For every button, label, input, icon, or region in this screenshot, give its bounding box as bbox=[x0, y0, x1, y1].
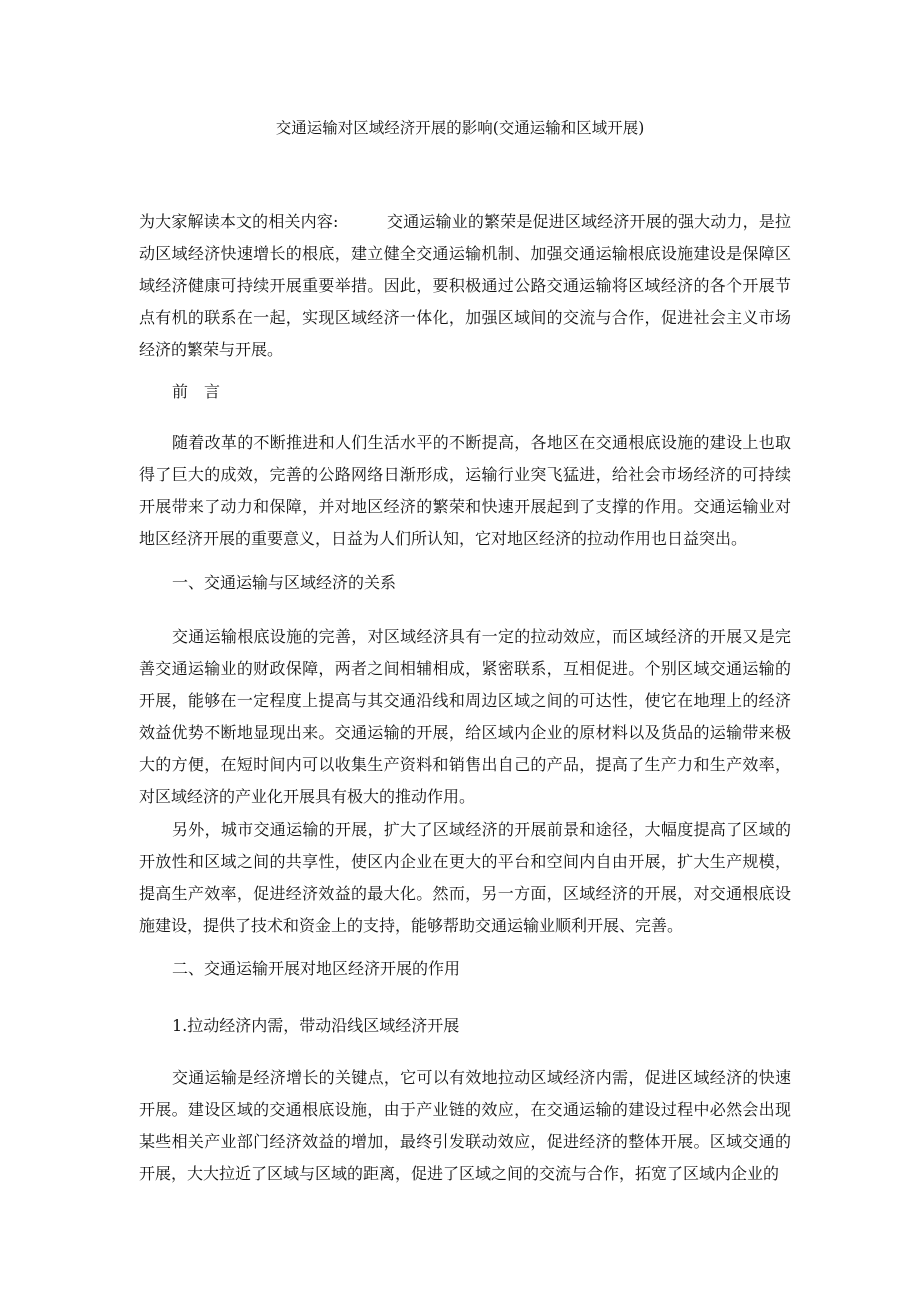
text-line: 效益优势不断地显现出来。交通运输的开展，给区域内企业的原材料以及货品的运输带来极 bbox=[139, 723, 791, 742]
preface-paragraph bbox=[139, 427, 791, 555]
text-line: 点有机的联系在一起，实现区域经济一体化，加强区域间的交流与合作，促进社会主义市场 bbox=[139, 308, 791, 327]
text-line: 得了巨大的成效，完善的公路网络日渐形成，运输行业突飞猛进，给社会市场经济的可持续 bbox=[139, 465, 791, 484]
section-1-paragraph-1 bbox=[139, 621, 791, 813]
text-line: 另外，城市交通运输的开展，扩大了区域经济的开展前景和途径，大幅度提高了区域的 bbox=[172, 820, 791, 839]
text-line: 某些相关产业部门经济效益的增加，最终引发联动效应，促进经济的整体开展。区域交通的 bbox=[139, 1132, 791, 1151]
text-line: 动区域经济快速增长的根底，建立健全交通运输机制、加强交通运输根底设施建设是保障区 bbox=[139, 244, 791, 263]
text-line: 随着改革的不断推进和人们生活水平的不断提高，各地区在交通根底设施的建设上也取 bbox=[172, 433, 791, 452]
section-1-paragraph-2 bbox=[139, 814, 791, 942]
text-line: 开展，大大拉近了区域与区域的距离，促进了区域之间的交流与合作，拓宽了区域内企业的 bbox=[139, 1164, 780, 1183]
text-line: 大的方便，在短时间内可以收集生产资料和销售出自己的产品，提高了生产力和生产效率， bbox=[139, 755, 791, 774]
section-2-1-heading: 1.拉动经济内需，带动沿线区域经济开展 bbox=[172, 1016, 460, 1035]
text-line: 为大家解读本文的相关内容: 交通运输业的繁荣是促进区域经济开展的强大动力，是拉 bbox=[139, 212, 791, 231]
text-line: 对区域经济的产业化开展具有极大的推动作用。 bbox=[139, 787, 476, 806]
text-line: 域经济健康可持续开展重要举措。因此，要积极通过公路交通运输将区域经济的各个开展节 bbox=[139, 276, 791, 295]
text-line: 交通运输根底设施的完善，对区域经济具有一定的拉动效应，而区域经济的开展又是完 bbox=[172, 627, 791, 646]
text-line: 提高生产效率，促进经济效益的最大化。然而，另一方面，区域经济的开展，对交通根底设 bbox=[139, 884, 791, 903]
text-line: 开展，能够在一定程度上提高与其交通沿线和周边区域之间的可达性，使它在地理上的经济 bbox=[139, 691, 791, 710]
text-line: 施建设，提供了技术和资金上的支持，能够帮助交通运输业顺利开展、完善。 bbox=[139, 916, 684, 935]
text-line: 经济的繁荣与开展。 bbox=[139, 340, 284, 359]
section-2-heading: 二、交通运输开展对地区经济开展的作用 bbox=[172, 959, 461, 978]
preface-heading: 前 言 bbox=[172, 382, 221, 401]
text-line: 开放性和区域之间的共享性，使区内企业在更大的平台和空间内自由开展，扩大生产规模， bbox=[139, 852, 791, 871]
section-1-heading: 一、交通运输与区域经济的关系 bbox=[172, 573, 397, 592]
text-line: 开展。建设区域的交通根底设施，由于产业链的效应，在交通运输的建设过程中必然会出现 bbox=[139, 1100, 791, 1119]
text-line: 开展带来了动力和保障，并对地区经济的繁荣和快速开展起到了支撑的作用。交通运输业对 bbox=[139, 497, 791, 516]
intro-paragraph bbox=[139, 206, 791, 366]
text-line: 善交通运输业的财政保障，两者之间相辅相成，紧密联系，互相促进。个别区域交通运输的 bbox=[139, 659, 791, 678]
section-2-paragraph-1 bbox=[139, 1062, 791, 1190]
text-line: 地区经济开展的重要意义，日益为人们所认知，它对地区经济的拉动作用也日益突出。 bbox=[139, 529, 748, 548]
document-title: 交通运输对区域经济开展的影响(交通运输和区域开展) bbox=[275, 119, 645, 137]
text-line: 交通运输是经济增长的关键点，它可以有效地拉动区域经济内需，促进区域经济的快速 bbox=[172, 1068, 791, 1087]
